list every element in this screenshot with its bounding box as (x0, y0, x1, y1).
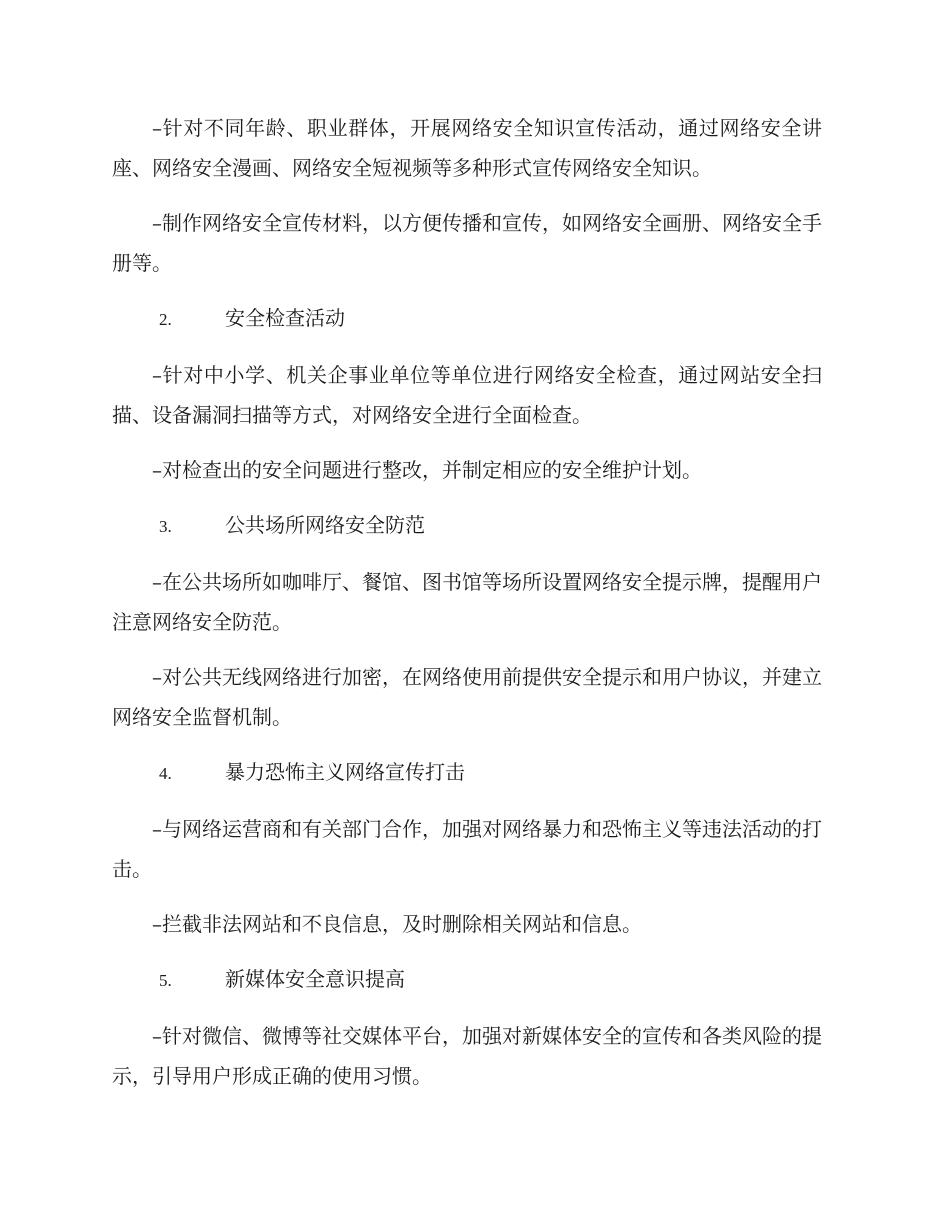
section-number: 4. (159, 764, 172, 783)
paragraph-block-illegal-sites: –拦截非法网站和不良信息，及时删除相关网站和信息。 (152, 912, 642, 936)
section-heading-4 (112, 752, 822, 794)
section-number: 3. (159, 517, 172, 536)
section-heading-2 (112, 298, 822, 340)
document-page (112, 108, 822, 1111)
section-number: 5. (159, 971, 172, 990)
paragraph-public-signs: –在公共场所如咖啡厅、餐馆、图书馆等场所设置网络安全提示牌，提醒用户注意网络安全防范。 (112, 570, 822, 634)
section-heading-5 (112, 959, 822, 1001)
paragraph-social-media: –针对微信、微博等社交媒体平台，加强对新媒体安全的宣传和各类风险的提示，引导用户形成正确的使用习惯。 (112, 1024, 822, 1088)
paragraph-security-inspection: –针对中小学、机关企事业单位等单位进行网络安全检查，通过网站安全扫描、设备漏洞扫描等方式，对网络安全进行全面检查。 (112, 363, 822, 427)
section-number: 2. (159, 310, 172, 329)
paragraph-rectification: –对检查出的安全问题进行整改，并制定相应的安全维护计划。 (152, 458, 702, 482)
section-title: 暴力恐怖主义网络宣传打击 (225, 760, 465, 784)
section-title: 公共场所网络安全防范 (225, 513, 425, 537)
section-title: 新媒体安全意识提高 (225, 967, 405, 991)
paragraph-wireless-encryption: –对公共无线网络进行加密，在网络使用前提供安全提示和用户协议，并建立网络安全监督机制。 (112, 665, 822, 729)
section-title: 安全检查活动 (225, 306, 345, 330)
paragraph-publicity-materials: –制作网络安全宣传材料，以方便传播和宣传，如网络安全画册、网络安全手册等。 (112, 211, 822, 275)
paragraph-publicity-activities: –针对不同年龄、职业群体，开展网络安全知识宣传活动，通过网络安全讲座、网络安全漫画、网络安全短视频等多种形式宣传网络安全知识。 (112, 116, 822, 180)
section-heading-3 (112, 505, 822, 547)
paragraph-operator-cooperation: –与网络运营商和有关部门合作，加强对网络暴力和恐怖主义等违法活动的打击。 (112, 817, 822, 881)
